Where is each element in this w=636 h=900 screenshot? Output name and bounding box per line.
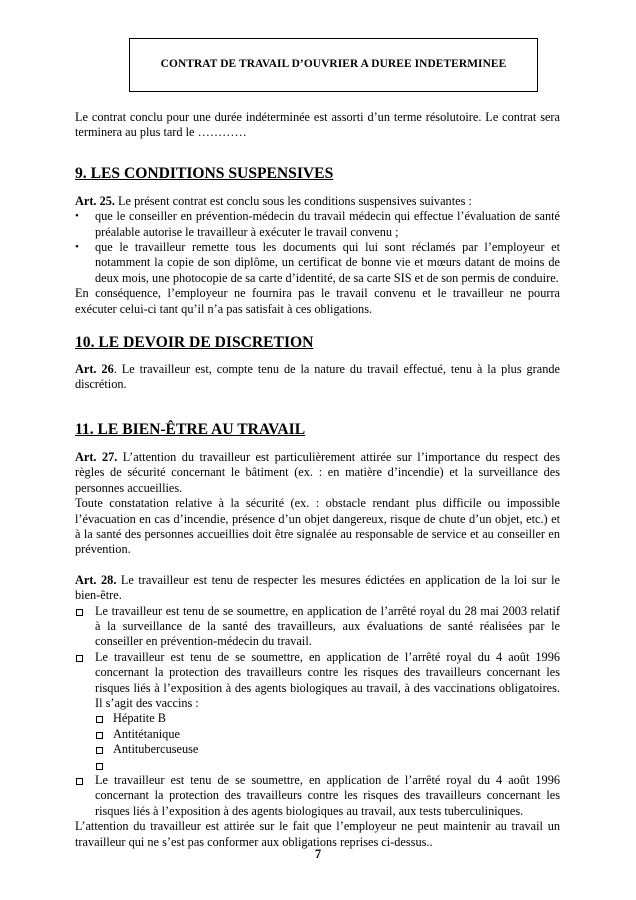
checkbox-square-icon	[76, 655, 83, 662]
list-item-text: Le travailleur est tenu de se soumettre, en application de l’arrêté royal du 4 août 1996 concernant la protection des travailleurs contre les risques des travailleurs concernant les risques liés à l’exposition à des agents biologiques au travail, aux tests tuberculiniques.	[95, 772, 560, 818]
checkbox-square-icon	[96, 732, 103, 739]
checkbox-square-icon	[76, 778, 83, 785]
art-25-label: Art. 25.	[75, 193, 115, 208]
section-9-conclusion: En conséquence, l’employeur ne fournira pas le travail convenu et le travailleur ne pourra exécuter celui-ci tant qu’il n’a pas satisfait à ces obligations.	[75, 286, 560, 316]
art-27-paragraph-2: Toute constatation relative à la sécurité (ex. : obstacle rendant plus difficile ou impossible l’évacuation en cas d’incendie, présence d’un objet dangereux, risque de chute d’un objet, etc.) et à la santé des personnes accueillies doit être signalée au responsable de service et au conseiller en prévention.	[75, 496, 560, 557]
art-28-paragraph	[75, 573, 560, 604]
vaccine-item-text: Antitétanique	[113, 726, 180, 741]
list-item-text: Le travailleur est tenu de se soumettre, en application de l’arrêté royal du 28 mai 2003 relatif à la surveillance de la santé des travailleurs, aux évaluations de santé réalisées par le conseiller en prévention-médecin du travail.	[95, 603, 560, 649]
checkbox-square-icon	[96, 747, 103, 754]
art-26-label: Art. 26	[75, 362, 114, 377]
checkbox-square-icon	[96, 763, 103, 770]
list-item	[75, 650, 560, 773]
vaccine-item	[95, 758, 560, 773]
vaccines-list	[95, 711, 560, 773]
checkbox-square-icon	[76, 609, 83, 616]
vaccine-item-text: Hépatite B	[113, 711, 166, 726]
list-item	[75, 604, 560, 650]
section-9-heading: 9. LES CONDITIONS SUSPENSIVES	[75, 164, 334, 182]
art-27-label: Art. 27.	[75, 449, 118, 464]
art-28-text: Le travailleur est tenu de respecter les mesures édictées en application de la loi sur le bien-être.	[75, 572, 560, 603]
art-25-paragraph	[75, 194, 560, 209]
conditions-list	[75, 209, 560, 286]
art-25-text: Le présent contrat est conclu sous les conditions suspensives suivantes :	[114, 193, 472, 208]
art-27-paragraph	[75, 450, 560, 496]
list-item-text: que le travailleur remette tous les documents qui lui sont réclamés par l’employeur et notamment la copie de son diplôme, un certificat de bonne vie et mœurs datant de moins de deux mois, une photocopie de sa carte d’identité, de sa carte SIS et de son permis de conduire.	[95, 240, 560, 285]
vaccine-item	[95, 742, 560, 757]
obligations-list	[75, 604, 560, 820]
intro-paragraph: Le contrat conclu pour une durée indéterminée est assorti d’un terme résolutoire. Le contrat sera terminera au plus tard le …………	[75, 110, 560, 140]
closing-paragraph: L’attention du travailleur est attirée sur le fait que l’employeur ne peut maintenir au travail un travailleur qui ne s’est pas conformer aux obligations reprises ci-dessus..	[75, 819, 560, 849]
list-item	[75, 209, 560, 240]
page-number: 7	[314, 847, 322, 861]
bullet-icon: •	[75, 210, 79, 223]
bullet-icon: •	[75, 241, 79, 254]
checkbox-square-icon	[96, 716, 103, 723]
art-26-paragraph	[75, 362, 560, 393]
vaccine-item	[95, 727, 560, 742]
art-26-text: . Le travailleur est, compte tenu de la nature du travail effectué, tenu à la plus grande discrétion.	[75, 362, 560, 392]
document-body	[75, 110, 560, 850]
list-item	[75, 773, 560, 819]
art-27-text: L’attention du travailleur est particulièrement attirée sur l’importance du respect des règles de sécurité concernant le bâtiment (ex. : en matière d’incendie) et la surveillance des personnes accueillies.	[75, 449, 560, 495]
vaccine-item-text: Antitubercuseuse	[113, 742, 199, 757]
document-title: CONTRAT DE TRAVAIL D’OUVRIER A DUREE INDETERMINEE	[160, 58, 507, 71]
section-10-heading: 10. LE DEVOIR DE DISCRETION	[75, 334, 314, 352]
list-item-text: que le conseiller en prévention-médecin du travail médecin qui effectue l’évaluation de santé préalable autorise le travailleur à exécuter le travail convenu ;	[95, 209, 560, 239]
list-item	[75, 240, 560, 286]
art-28-label: Art. 28.	[75, 572, 117, 587]
document-header-box	[129, 38, 538, 92]
section-11-heading: 11. LE BIEN-ÊTRE AU TRAVAIL	[75, 420, 306, 438]
vaccine-item	[95, 711, 560, 726]
list-item-text: Le travailleur est tenu de se soumettre, en application de l’arrêté royal du 4 août 1996 concernant la protection des travailleurs contre les risques des travailleurs concernant les risques liés à l’exposition à des agents biologiques au travail, à des vaccinations obligatoires. Il s’agit des vaccins :	[95, 649, 560, 710]
